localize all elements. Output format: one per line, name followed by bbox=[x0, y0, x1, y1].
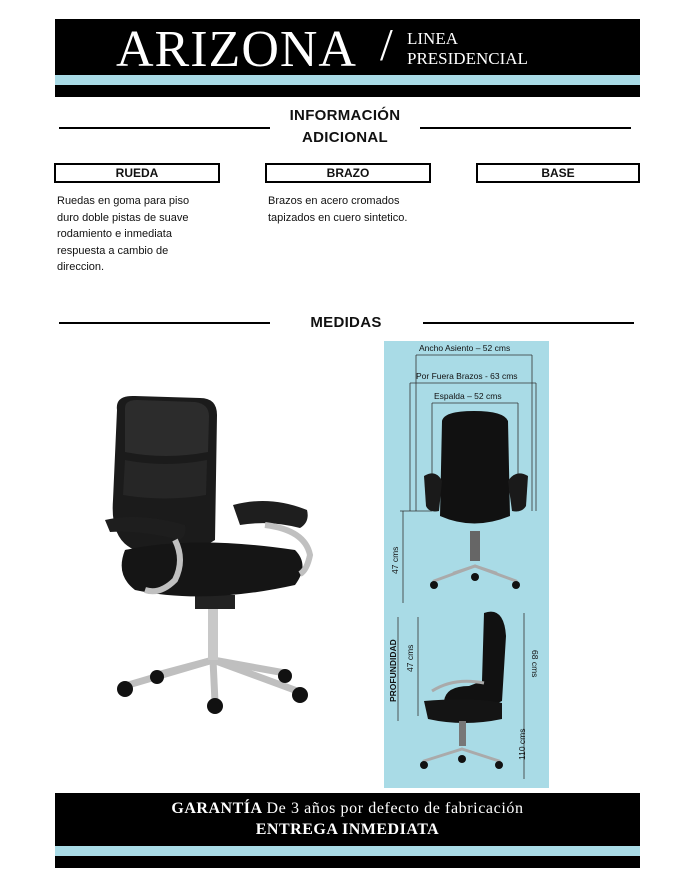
feature-description-brazo bbox=[268, 193, 448, 226]
dimension-backrest: Espalda – 52 cms bbox=[434, 391, 502, 401]
chair-product-image bbox=[95, 390, 325, 720]
feature-description-line: rodamiento e inmediata bbox=[57, 228, 172, 240]
info-section-title-line1: INFORMACIÓN bbox=[289, 107, 401, 124]
feature-description-line: Brazos en acero cromados bbox=[268, 195, 400, 207]
warranty-text: De 3 años por defecto de fabricación bbox=[266, 800, 524, 817]
feature-description-line: duro doble pistas de suave bbox=[57, 211, 189, 224]
footer-accent-stripe bbox=[55, 846, 640, 856]
dimension-total-height: 110 cms bbox=[517, 728, 527, 760]
dimension-back-height: 68 cms bbox=[530, 650, 540, 678]
feature-description-rueda bbox=[57, 193, 227, 276]
measures-section-title: MEDIDAS bbox=[310, 314, 382, 331]
dimension-seat-height-front: 47 cms bbox=[390, 546, 400, 574]
section-rule-right bbox=[420, 127, 631, 129]
brand-slash: / bbox=[380, 19, 393, 70]
dimension-seat-width: Ancho Asiento – 52 cms bbox=[419, 343, 511, 353]
feature-description-line: direccion. bbox=[57, 261, 105, 273]
footer-bottom-bar bbox=[55, 856, 640, 868]
measures-rule-right bbox=[423, 322, 634, 324]
dimension-diagram bbox=[384, 341, 549, 788]
brand-subtitle-line1: LINEA bbox=[407, 29, 458, 48]
brand-title: ARIZONA bbox=[116, 21, 357, 78]
feature-description-line: Ruedas en goma para piso bbox=[57, 195, 190, 207]
dimension-seat-height-side: 47 cms bbox=[405, 644, 415, 672]
section-rule-left bbox=[59, 127, 270, 129]
brand-subtitle-line2: PRESIDENCIAL bbox=[407, 49, 528, 68]
header-bottom-bar bbox=[55, 85, 640, 97]
warranty-label: GARANTÍA bbox=[171, 800, 263, 817]
warranty-line bbox=[55, 799, 640, 819]
feature-description-line: tapizados en cuero sintetico. bbox=[268, 211, 408, 224]
feature-description-line: respuesta a cambio de bbox=[57, 244, 169, 257]
feature-label-base: BASE bbox=[476, 163, 640, 183]
feature-label-rueda: RUEDA bbox=[54, 163, 220, 183]
dimension-depth-label: PROFUNDIDAD bbox=[388, 639, 398, 702]
measures-rule-left bbox=[59, 322, 270, 324]
delivery-line: ENTREGA INMEDIATA bbox=[255, 821, 440, 838]
info-section-title-line2: ADICIONAL bbox=[301, 129, 389, 146]
feature-label-brazo: BRAZO bbox=[265, 163, 431, 183]
dimension-outer-arms: Por Fuera Brazos - 63 cms bbox=[416, 371, 518, 381]
